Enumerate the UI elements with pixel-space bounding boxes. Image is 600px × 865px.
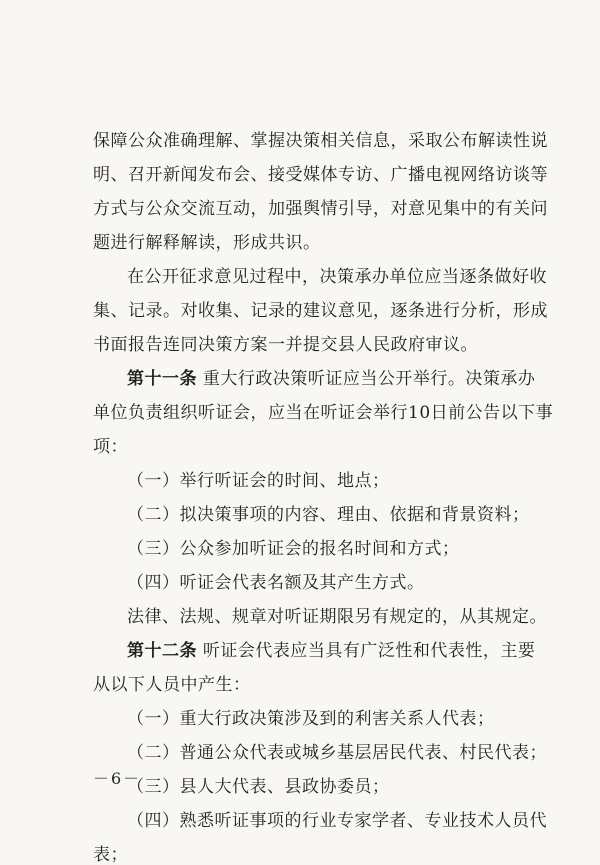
paragraph-line-8	[127, 607, 547, 627]
line-text: 法律、法规、规章对听证期限另有规定的，从其规定。	[127, 607, 547, 627]
line-text: （三）公众参加听证会的报名时间和方式；	[127, 539, 460, 559]
line-text: 听证会代表应当具有广泛性和代表性，主要	[197, 641, 536, 661]
line-text: 明、召开新闻发布会、接受媒体专访、广播电视网络访谈等	[93, 165, 548, 185]
article-12-line-1	[127, 641, 535, 661]
article-title: 第十二条	[127, 641, 197, 661]
list-item-4	[127, 573, 425, 593]
paragraph-line-7	[93, 335, 478, 355]
paragraph-line-6	[93, 301, 548, 321]
list-item-8	[127, 811, 547, 831]
article-11-line-1	[127, 369, 535, 389]
list-item-2	[127, 505, 530, 525]
line-text: （二）拟决策事项的内容、理由、依据和背景资料；	[127, 505, 530, 525]
line-text: 保障公众准确理解、掌握决策相关信息，采取公布解读性说	[93, 131, 548, 151]
line-text: 集、记录。对收集、记录的建议意见，逐条进行分析，形成	[93, 301, 548, 321]
paragraph-line-4	[93, 233, 321, 253]
line-text: （二）普通公众代表或城乡基层居民代表、村民代表；	[127, 743, 547, 763]
article-11-line-3	[93, 437, 128, 457]
line-text: 项：	[93, 437, 128, 457]
list-item-1	[127, 471, 390, 491]
line-text: 题进行解释解读，形成共识。	[93, 233, 321, 253]
line-text: 表；	[93, 845, 128, 865]
list-item-6	[127, 743, 547, 763]
list-item-8-continuation	[93, 845, 128, 865]
line-text: 重大行政决策听证应当公开举行。决策承办	[197, 369, 536, 389]
article-11-line-2	[93, 403, 553, 423]
page-number: －6－	[93, 769, 142, 788]
article-12-line-2	[93, 675, 251, 695]
list-item-7	[127, 777, 390, 797]
line-text: 书面报告连同决策方案一并提交县人民政府审议。	[93, 335, 478, 355]
paragraph-line-2	[93, 165, 548, 185]
paragraph-line-3	[93, 199, 548, 219]
list-item-5	[127, 709, 495, 729]
line-text: （一）重大行政决策涉及到的利害关系人代表；	[127, 709, 495, 729]
line-text: （四）熟悉听证事项的行业专家学者、专业技术人员代	[127, 811, 547, 831]
line-text: 方式与公众交流互动，加强舆情引导，对意见集中的有关问	[93, 199, 548, 219]
list-item-3	[127, 539, 460, 559]
line-text: （三）县人大代表、县政协委员；	[127, 777, 390, 797]
line-text: （一）举行听证会的时间、地点；	[127, 471, 390, 491]
line-text: 单位负责组织听证会，应当在听证会举行10日前公告以下事	[93, 403, 554, 423]
paragraph-line-5	[127, 267, 547, 287]
line-text: （四）听证会代表名额及其产生方式。	[127, 573, 425, 593]
article-title: 第十一条	[127, 369, 197, 389]
line-text: 在公开征求意见过程中，决策承办单位应当逐条做好收	[127, 267, 547, 287]
line-text: 从以下人员中产生：	[93, 675, 251, 695]
paragraph-line-1	[93, 131, 548, 151]
